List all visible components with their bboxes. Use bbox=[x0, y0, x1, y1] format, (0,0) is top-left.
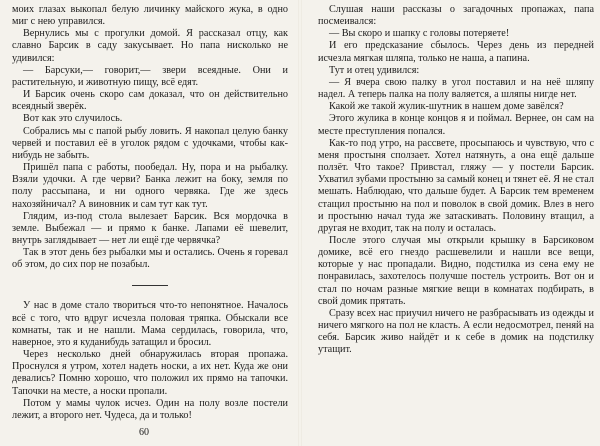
left-paragraph: Через несколько дней обнаружилась вторая пропажа. Проснулся я утром, хотел надеть носки, а их нет. Куда же они девались? Помню хорошо, что положил их прямо на тапочки. Тапочки на месте, а носки пропали. bbox=[12, 349, 288, 397]
right-paragraph: Тут и отец удивился: bbox=[329, 64, 420, 76]
left-page bbox=[12, 4, 288, 422]
left-paragraph: Так в этот день без рыбалки мы и остались. Очень я горевал об этом, до сих пор не позабыл. bbox=[12, 247, 288, 271]
right-paragraph: — Я вчера свою палку в угол поставил и на неё шляпу надел. А теперь палка на полу валяется, а шляпы нигде нет. bbox=[318, 76, 594, 101]
left-paragraph: Пришёл папа с работы, пообедал. Ну, пора и на рыбалку. Взяли удочки. А где черви? Банка лежит на боку, земля по полу рассыпана, и ни одного червяка. Где же здесь нахозяйничал? А виновник и сам тут как тут. bbox=[12, 162, 288, 210]
right-paragraph: Слушая наши рассказы о загадочных пропажах, папа посмеивался: bbox=[318, 4, 594, 28]
right-paragraph: Этого жулика в конце концов я и поймал. Вернее, он сам на месте преступления попался. bbox=[318, 113, 594, 137]
left-paragraph: Вернулись мы с прогулки домой. Я рассказал отцу, как славно Барсик в саду закусывает. Но папа нисколько не удивился: bbox=[12, 28, 288, 64]
right-paragraph: Как-то под утро, на рассвете, просыпаюсь и чувствую, что с меня простыня сползает. Хотел натянуть, а она ещё дальше ползёт. Что такое? Привстал, гляжу — у постели Барсик. Ухватил зубами простыню за самый конец и тянет её. Я не стал мешать. Наблюдаю, что дальше будет. А Барсик тем временем стащил простыню на пол и поволок в свой домик. Влез в него и простыню начал туда же затаскивать. Половину втащил, а другая не входит, так на полу и осталась. bbox=[318, 137, 594, 234]
left-paragraph: Потом у мамы чулок исчез. Один на полу возле постели лежит, а второго нет. Чудеса, да и только! bbox=[12, 397, 288, 421]
right-paragraph: Сразу всех нас приучил ничего не разбрасывать из одежды и ничего мягкого на пол не класть. А если недосмотрел, пеняй на себя. Барсик живо найдёт и к себе в домик на подстилку утащит. bbox=[318, 307, 594, 356]
right-paragraph: И его предсказание сбылось. Через день из передней исчезла мягкая шляпа, только не наша, а папина. bbox=[318, 40, 594, 64]
left-paragraph: Собрались мы с папой рыбу ловить. Я накопал целую банку червей и поставил её в уголок рядом с удочками, чтобы как-нибудь не забыть. bbox=[12, 125, 288, 161]
left-paragraph: И Барсик очень скоро сам доказал, что он действительно всеядный зверёк. bbox=[12, 89, 288, 113]
left-paragraph: Глядим, из-под стола вылезает Барсик. Вся мордочка в земле. Выбежал — и прямо к банке. Лапами её шевелит, внутрь заглядывает — нет ли ещё где червячка? bbox=[12, 210, 288, 246]
left-paragraph: моих глазах выкопал белую личинку майского жука, в одно миг с нею управился. bbox=[12, 4, 288, 28]
left-paragraph: — Барсуки,— говорит,— звери всеядные. Они и растительную, и животную пищу, всё едят. bbox=[12, 64, 288, 88]
right-page bbox=[318, 4, 594, 357]
right-paragraph: Какой же такой жулик-шутник в нашем доме завёлся? bbox=[329, 101, 564, 113]
book-gutter bbox=[298, 0, 302, 446]
right-paragraph: После этого случая мы открыли крышку в Барсиковом домике, всё его гнездо расшевелили и нашли все вещи, которые у нас пропадали. Видно, подстилка из сена ему не понравилась, захотелось получше постель устроить. Вот он и стал по ночам разные мягкие вещи в комнатах подбирать, в свой домик прятать. bbox=[318, 234, 594, 307]
right-paragraph: — Вы скоро и шапку с головы потеряете! bbox=[329, 28, 510, 40]
page-number: 60 bbox=[139, 427, 149, 438]
section-divider bbox=[132, 285, 168, 286]
left-paragraph: Вот как это случилось. bbox=[23, 113, 123, 125]
left-paragraph: У нас в доме стало твориться что-то непонятное. Началось всё с того, что вдруг исчезла половая тряпка. Обыскали все комнаты, так и не нашли. Мама сердилась, говорила, что, наверное, это я куданибудь затащил и бросил. bbox=[12, 300, 288, 348]
